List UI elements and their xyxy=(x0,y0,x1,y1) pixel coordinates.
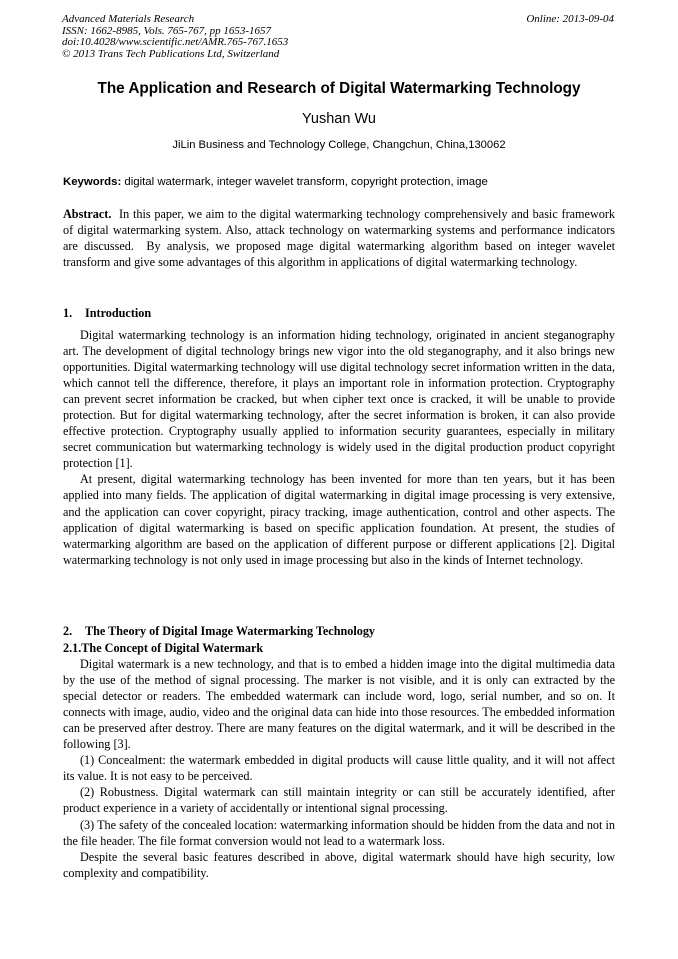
paragraph: At present, digital watermarking technology has been invented for more than ten years, but it has been applied into many fields. The application of digital watermarking in digital image processing is very extensive, and the application can cover copyright, piracy tracking, image authentication, control and other aspects. The application of digital watermarking is based on specific application foundation. At present, the studies of watermarking algorithm are based on the application of different purpose or different applications [2]. Digital watermarking technology is not only used in image processing but also in the kinds of Internet technology. xyxy=(63,472,615,567)
section-title: The Theory of Digital Image Watermarking Technology xyxy=(85,624,376,638)
journal-header xyxy=(62,14,288,60)
section-introduction-body xyxy=(63,327,615,568)
keywords-label: Keywords: xyxy=(63,176,122,188)
section-heading-introduction xyxy=(63,306,151,321)
journal-name: Advanced Materials Research xyxy=(62,13,195,25)
paragraph: (3) The safety of the concealed location: watermarking information should be hidden from the data and not in the file header. The file format conversion would not lead to a watermark loss. xyxy=(63,817,615,848)
paragraph: Despite the several basic features described in above, digital watermark should have high security, low complexity and compatibility. xyxy=(63,849,615,880)
section-heading-theory xyxy=(63,624,375,639)
abstract-text: In this paper, we aim to the digital watermarking technology comprehensively and basic framework of digital watermarking system. Also, attack technology on watermarking systems and performance indicators are discussed. By analysis, we proposed mage digital watermarking algorithm based on integer wavelet transform and give some advantages of this algorithm in applications of digital watermarking technology. xyxy=(63,207,619,270)
keywords-text: digital watermark, integer wavelet transform, copyright protection, image xyxy=(121,176,488,188)
author-name: Yushan Wu xyxy=(302,111,376,127)
abstract-label: Abstract. xyxy=(63,207,112,221)
paragraph: Digital watermark is a new technology, and that is to embed a hidden image into the digital multimedia data by the use of the method of signal processing. The marker is not visible, and it is only can extracted by the special detector or readers. The embedded watermark can include word, logo, serial number, and so on. It connects with image, audio, video and the original data can hide into those resources. The embedded information can be preserved after destroy. There are many features on the digital watermark, and it will be described in the following [3]. xyxy=(63,657,615,752)
author-affiliation: JiLin Business and Technology College, Changchun, China,130062 xyxy=(172,139,506,151)
online-date: Online: 2013-09-04 xyxy=(526,13,614,25)
subsection-heading: 2.1.The Concept of Digital Watermark xyxy=(63,641,264,655)
keywords xyxy=(63,176,488,188)
copyright-line: © 2013 Trans Tech Publications Ltd, Switzerland xyxy=(62,47,280,60)
section-theory-body xyxy=(63,640,615,881)
abstract xyxy=(63,206,619,270)
issn-line: ISSN: 1662-8985, Vols. 765-767, pp 1653-1657 xyxy=(62,24,271,37)
paragraph: (2) Robustness. Digital watermark can still maintain integrity or can still be accurately identified, after product experience in a variety of accidentally or intentional signal processing. xyxy=(63,785,615,816)
section-title: Introduction xyxy=(85,306,152,320)
paragraph: (1) Concealment: the watermark embedded in digital products will cause little quality, and it will not affect its value. It is not easy to be perceived. xyxy=(63,753,615,784)
doi-line: doi:10.4028/www.scientific.net/AMR.765-767.1653 xyxy=(62,36,289,48)
section-number: 2. xyxy=(63,624,73,638)
paper-title: The Application and Research of Digital Watermarking Technology xyxy=(97,80,581,97)
paragraph: Digital watermarking technology is an information hiding technology, originated in ancient steganography art. The development of digital technology brings new vigor into the old steganography, and it also brings new opportunities. Digital watermarking technology will use digital technology secret information written in the data, which cannot tell the difference, therefore, it plays an important role in information protection. Cryptography can prevent secret information be cracked, but when cipher text once is cracked, it will be unable to provide protection. But for digital watermarking technology, after the secret information is broken, it can also provide effective protection. Cryptography usually applied to information security guarantees, especially in military secret communication but watermarking technology is widely used in the digital production product copyright protection [1]. xyxy=(63,328,615,471)
section-number: 1. xyxy=(63,306,73,320)
